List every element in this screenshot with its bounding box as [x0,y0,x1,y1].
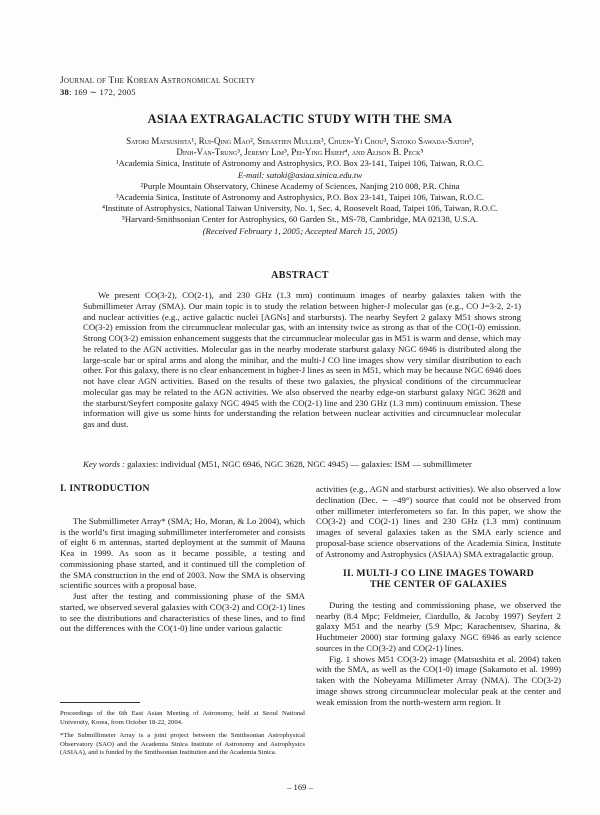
journal-volume: 38 [60,87,69,97]
journal-header [60,76,255,98]
section-2-heading-line-2: THE CENTER OF GALAXIES [369,579,508,590]
keywords-text: galaxies: individual (M51, NGC 6946, NGC 3628, NGC 4945) — galaxies: ISM — submillimeter [127,459,472,469]
introduction-heading: I. INTRODUCTION [60,483,150,494]
author-email: E-mail: satoki@asiaa.sinica.edu.tw [237,169,363,180]
affiliation-2: ²Purple Mountain Observatory, Chinese Academy of Sciences, Nanjing 210 008, P.R. China [140,180,460,191]
footnote-sma: *The Submillimeter Array is a joint project between the Smithsonian Astrophysical Observatory (SAO) and the Academia Sinica Institute of Astronomy and Astrophysics (ASIAA), and is funded by the Smithsonian Institution and the Academia Sinica. [60,732,305,757]
section-2-paragraph-2: Fig. 1 shows M51 CO(3-2) image (Matsushita et al. 2004) taken with the SMA, as well as the CO(1-0) image (Sakamoto et al. 1999) taken with the Nobeyama Millimeter Array (NMA). The CO(3-2) image shows strong circumnuclear molecular peak at the center and weak emission from the north-western arm region. It [316,653,561,707]
author-block [40,136,560,237]
right-column [316,484,561,707]
intro-continuation: activities (e.g., AGN and starburst activities). We also observed a low declination (Dec. ∼ −49°) source that could not be observed from other millimeter interferometers so far. In this paper, we show the CO(3-2) and CO(2-1) lines and 230 GHz (1.3 mm) continuum images of several galaxies taken as the SMA early science and proposal-base science observations of the Academia Sinica, Institute of Astronomy and Astrophysics (ASIAA) SMA extragalactic group. [316,484,561,559]
affiliation-4: ⁴Institute of Astrophysics, National Taiwan University, No. 1, Sec. 4, Roosevelt Road, Taipei 106, Taiwan, R.O.C. [101,203,499,214]
abstract-heading: ABSTRACT [271,270,329,281]
keywords [83,459,521,470]
author-list-line-1: Satoki Matsushita¹, Rui-Qing Mao², Sebastien Muller³, Chuen-Yi Chou³, Satoko Sawada-Satoh³, [126,136,474,146]
keywords-label: Key words : [83,459,125,469]
affiliation-5: ⁵Harvard-Smithsonian Center for Astrophysics, 60 Garden St., MS-78, Cambridge, MA 02138, U.S.A. [121,214,479,225]
section-2-heading-line-1: II. MULTI-J CO LINE IMAGES TOWARD [343,568,534,580]
affiliation-1: ¹Academia Sinica, Institute of Astronomy and Astrophysics, P.O. Box 23-141, Taipei 106, Taiwan, R.O.C. [115,158,485,169]
abstract-text: We present CO(3-2), CO(2-1), and 230 GHz (1.3 mm) continuum images of nearby galaxies taken with the Submillimeter Array (SMA). Our main topic is to study the relation between higher-J molecular gas (e.g., CO J=3-2, 2-1) and nuclear activities (e.g., active galactic nuclei [AGNs] and starbursts). The nearby Seyfert 2 galaxy M51 shows strong CO(3-2) emission from the circumnuclear molecular gas, with an intensity twice as strong as that of the CO(1-0) emission. Strong CO(3-2) emission enhancement suggests that the circumnuclear molecular gas in M51 is warm and dense, which may be related to the AGN activities. Molecular gas in the nearby moderate starburst galaxy NGC 6946 is distributed along the large-scale bar or spiral arms and along the minibar, and the multi-J CO line images show very similar distribution to each other. For this galaxy, there is no clear enhancement in higher-J lines as seen in M51, which may be because NGC 6946 does not have clear AGN activities. Based on the results of these two galaxies, the physical conditions of the circumnuclear molecular gas may be related to the AGN activities. We also observed the nearby edge-on starburst galaxy NGC 3628 and the starburst/Seyfert composite galaxy NGC 4945 with the CO(2-1) line and 230 GHz (1.3 mm) continuum emission. These information will give us some hints for understanding the relation between nuclear activities and circumnuclear molecular gas and dust. [83,290,521,429]
received-dates: (Received February 1, 2005; Accepted March 15, 2005) [202,225,398,236]
footnotes [60,710,305,763]
page-number: – 169 – [287,782,313,792]
footnote-rule [60,702,140,703]
affiliation-3: ³Academia Sinica, Institute of Astronomy and Astrophysics, P.O. Box 23-141, Taipei 106, Taiwan, R.O.C. [115,192,485,203]
left-column [60,484,305,634]
journal-pages: : 169 ∼ 172, 2005 [69,87,136,97]
journal-volume-line [60,87,255,98]
intro-paragraph-2: Just after the testing and commissioning phase of the SMA started, we observed several galaxies with CO(3-2) and CO(2-1) lines to see the distributions and characteristics of these lines, and to find out the differences with the CO(1-0) line under various galactic [60,591,305,634]
journal-name: Journal of The Korean Astronomical Society [60,76,256,86]
intro-paragraph-1: The Submillimeter Array* (SMA; Ho, Moran, & Lo 2004), which is the world’s first imaging submillimeter interferometer and consists of eight 6 m antennas, started deployment at the summit of Mauna Kea in 1999. As soon as it became possible, a testing and commissioning phase started, and it continued till the completion of the SMA construction in the end of 2003. Now the SMA is observing scientific sources with a proposal base. [60,515,305,591]
paper-title: ASIAA EXTRAGALACTIC STUDY WITH THE SMA [147,112,453,126]
author-list-line-2: Dinh-Van-Trung³, Jeremy Lim³, Pei-Ying Hsieh⁴, and Alison B. Peck⁵ [176,147,424,158]
section-2-paragraph-1: During the testing and commissioning phase, we observed the nearby (8.4 Mpc; Feldmeier, Ciardullo, & Jacoby 1997) Seyfert 2 galaxy M51 and the nearby (5.9 Mpc; Karachentsev, Sharina, & Huchtmeier 2000) star forming galaxy NGC 6946 as early science sources in the CO(3-2) and CO(2-1) lines. [316,599,561,653]
footnote-proceedings: Proceedings of the 6th East Asian Meeting of Astronomy, held at Seoul National University, Korea, from October 18-22, 2004. [60,710,305,726]
